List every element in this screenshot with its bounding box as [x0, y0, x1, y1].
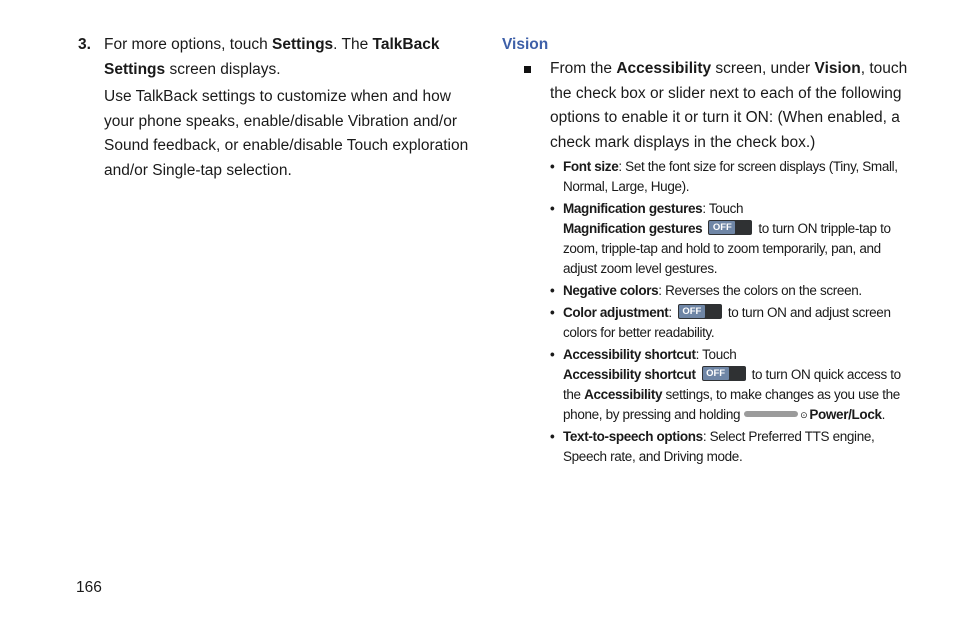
item-text-b: to turn ON and adjust screen colors for better readability.	[563, 305, 891, 340]
item-text: : Select Preferred TTS engine, Speech rate, and Driving mode.	[563, 429, 875, 464]
item-title: Text-to-speech options	[563, 429, 703, 444]
item-text-c: settings, to make changes as you use the phone, by pressing and holding	[563, 387, 900, 422]
toggle-label: OFF	[679, 305, 705, 318]
toggle-off-icon	[708, 220, 752, 235]
instruction-b: screen, under	[715, 60, 811, 77]
right-column	[502, 33, 912, 469]
instruction-a: From the	[550, 60, 613, 77]
item-title-repeat: Accessibility shortcut	[563, 367, 696, 382]
step-3	[78, 33, 478, 82]
step-number: 3.	[78, 36, 91, 53]
list-item-tts: • Text-to-speech options: Select Preferred TTS engine, Speech rate, and Driving mode.	[550, 429, 875, 464]
toggle-off-icon	[702, 366, 746, 381]
square-bullet-icon	[524, 66, 531, 73]
toggle-off-icon	[678, 304, 722, 319]
power-lock-term: Power/Lock	[809, 407, 882, 422]
list-item-font-size: • Font size: Set the font size for screen displays (Tiny, Small, Normal, Large, Huge).	[550, 159, 898, 194]
item-title: Negative colors	[563, 283, 659, 298]
page-number: 166	[76, 579, 102, 596]
item-title: Accessibility shortcut	[563, 347, 696, 362]
settings-term: Settings	[272, 36, 334, 53]
item-text: : Touch	[702, 201, 744, 216]
list-item-negative-colors: • Negative colors: Reverses the colors on the screen.	[550, 283, 862, 298]
power-symbol-icon: ⊙	[800, 410, 808, 420]
vision-term: Vision	[814, 60, 861, 77]
talkback-settings-term: TalkBack Settings	[104, 36, 440, 78]
item-text: :	[668, 305, 672, 320]
talkback-paragraph: Use TalkBack settings to customize when and how your phone speaks, enable/disable Vibration and/or Sound feedback, or enable/disable Touch exploration and/or Single-tap selection.	[104, 88, 469, 179]
accessibility-term: Accessibility	[616, 60, 712, 77]
item-text: : Reverses the colors on the screen.	[658, 283, 862, 298]
item-text: : Touch	[695, 347, 737, 362]
vision-instruction	[502, 57, 912, 155]
step-the: . The	[333, 36, 369, 53]
list-item-accessibility-shortcut: • Accessibility shortcut: Touch Accessibility shortcut OFF to turn ON quick access to the Accessibility settings, to make changes as you use the phone, by pressing and holding ⊙ Power/Lock.	[550, 347, 901, 422]
instruction-c: , touch the check box or slider next to each of the following options to enable it or turn it ON: (When enabled, a check mark displays in the check box.)	[550, 60, 908, 151]
step-end: screen displays.	[169, 60, 281, 78]
toggle-label: OFF	[709, 221, 735, 234]
item-title: Font size	[563, 159, 619, 174]
item-text: : Set the font size for screen displays (Tiny, Small, Normal, Large, Huge).	[563, 159, 898, 194]
vision-heading: Vision	[502, 36, 549, 53]
item-title: Color adjustment	[563, 305, 669, 320]
toggle-label: OFF	[703, 367, 729, 380]
item-text-b: to turn ON tripple-tap to zoom, tripple-tap and hold to zoom temporarily, pan, and adjust zoom level gestures.	[563, 221, 891, 276]
list-item-magnification: • Magnification gestures: Touch Magnification gestures OFF to turn ON tripple-tap to zoom, tripple-tap and hold to zoom temporarily, pan, and adjust zoom level gestures.	[550, 201, 891, 276]
step-intro: For more options, touch	[104, 36, 268, 53]
vision-options-list	[502, 157, 912, 467]
power-key-icon	[744, 411, 798, 417]
item-text-b: to turn ON quick access to the	[563, 367, 901, 402]
item-title-repeat: Magnification gestures	[563, 221, 703, 236]
list-item-color-adjustment: • Color adjustment: OFF to turn ON and adjust screen colors for better readability.	[550, 305, 891, 340]
item-title: Magnification gestures	[563, 201, 703, 216]
left-column	[78, 33, 478, 183]
item-period: .	[881, 407, 886, 422]
accessibility-term: Accessibility	[584, 387, 663, 402]
